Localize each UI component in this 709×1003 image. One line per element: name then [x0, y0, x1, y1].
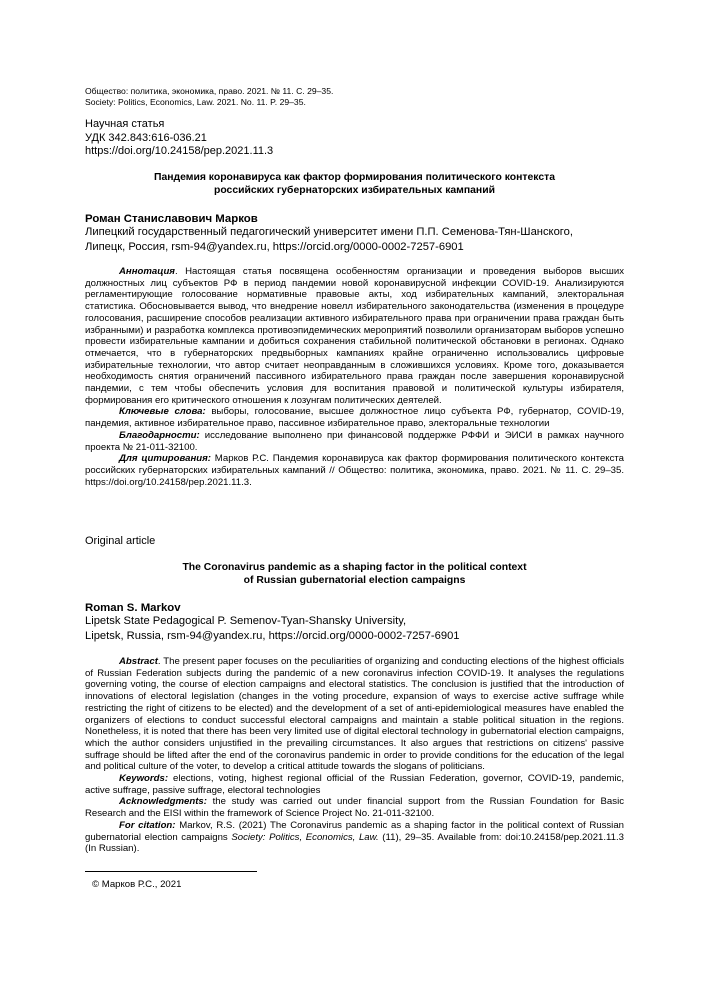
footnote-divider: [85, 871, 257, 872]
keywords-text-ru: выборы, голосование, высшее должностное лицо субъекта РФ, губернатор, COVID-19, пандемия, активное избирательное право, пассивное избирательное право, электоральные технологии: [85, 406, 624, 430]
ack-label-en: Acknowledgments:: [119, 796, 207, 808]
keywords-ru: [85, 406, 624, 429]
affiliation-en-line-1: Lipetsk State Pedagogical P. Semenov-Tyan-Shansky University,: [85, 615, 407, 627]
abstract-en: [85, 656, 624, 773]
affiliation-ru-line-2: Липецк, Россия, rsm-94@yandex.ru, https://orcid.org/0000-0002-7257-6901: [85, 240, 464, 253]
affiliation-en-line-2: Lipetsk, Russia, rsm-94@yandex.ru, https://orcid.org/0000-0002-7257-6901: [85, 629, 460, 642]
acknowledgments-ru: [85, 430, 624, 453]
title-ru-line-2: российских губернаторских избирательных кампаний: [214, 184, 495, 196]
ack-text-ru: исследование выполнено при финансовой поддержке РФФИ и ЭИСИ в рамках научного проекта № 21-011-32100.: [85, 429, 624, 453]
title-en: [85, 562, 624, 587]
title-en-line-1: The Coronavirus pandemic as a shaping factor in the political context: [182, 562, 527, 573]
keywords-text-en: elections, voting, highest regional official of the Russian Federation, governor, COVID-19, pandemic, active suffrage, passive suffrage, electoral technologies: [85, 773, 624, 796]
title-ru: [85, 172, 624, 197]
original-article-label: Original article: [85, 535, 156, 547]
abstract-text-ru: . Настоящая статья посвящена особенностям организации и проведения выборов высших должностных лиц субъектов РФ в период пандемии новой коронавирусной инфекции COVID-19. Анализируются регламентирующие голосование нормативные правовые акты, ход избирательных кампаний, электоральная статистика. Обосновывается вывод, что внедрение новелл избирательного законодательства (изменения в процедуре голосования, расширение способов реализации активного избирательного права при ограничении права граждан быть избранными) и разработка комплекса противоэпидемических мероприятий позволили организаторам выборов успешно провести избирательные кампании и добиться сохранения стабильной политической обстановки в регионах. Однако отмечается, что в губернаторских предвыборных кампаниях крайне ограниченно использовались цифровые избирательные технологии, что автор считает неоправданным в сложившихся условиях. Кроме того, доказывается необходимость снятия ограничений пассивного избирательного права граждан после завершения коронавирусной пандемии, с тем чтобы обеспечить условия для воспитания правовой и политической культуры избирателя, формирования его критического отношения к лозунгам политических деятелей.: [85, 266, 624, 406]
title-ru-line-1: Пандемия коронавируса как фактор формирования политического контекста: [154, 172, 555, 183]
ack-label-ru: Благодарности:: [119, 429, 200, 441]
title-en-line-2: of Russian gubernatorial election campaigns: [243, 574, 466, 586]
journal-header-en: Society: Politics, Economics, Law. 2021. No. 11. P. 29–35.: [85, 97, 306, 107]
author-en: Roman S. Markov: [85, 602, 181, 614]
author-ru: Роман Станиславович Марков: [85, 213, 258, 225]
abstract-label-ru: Аннотация: [119, 266, 175, 277]
keywords-label-en: Keywords:: [119, 773, 169, 785]
cite-text-en-a: Markov, R.S. (2021) The Coronavirus pandemic as a shaping factor in the political context of Russian gubernatorial election campaigns: [85, 819, 624, 843]
affiliation-ru-line-1: Липецкий государственный педагогический университет имени П.П. Семенова-Тян-Шанского,: [85, 226, 573, 238]
abstract-block-en: [85, 656, 624, 855]
copyright-footnote: © Марков Р.С., 2021: [92, 879, 182, 890]
abstract-block-ru: [85, 266, 624, 488]
citation-ru: [85, 453, 624, 488]
abstract-ru: [85, 266, 624, 406]
cite-text-ru: Марков Р.С. Пандемия коронавируса как фактор формирования политического контекста российских губернаторских избирательных кампаний // Общество: политика, экономика, право. 2021. № 11. С. 29–35. https://doi.org/10.24158/pep.2021.11.3.: [85, 453, 624, 488]
article-type: Научная статья: [85, 118, 165, 130]
ack-text-en: the study was carried out under financial support from the Russian Foundation for Basic Research and the EISI within the framework of Science Project No. 21-011-32100.: [85, 796, 624, 820]
udc-code: УДК 342.843:616-036.21: [85, 131, 207, 144]
affiliation-ru: [85, 225, 630, 254]
abstract-text-en: . The present paper focuses on the peculiarities of organizing and conducting elections of the highest officials of Russian Federation subjects during the pandemic of a new coronavirus infection COVID-19. It analyses the regulations governing voting, the course of election campaigns and electoral statistics. The conclusion is justified that the introduction of innovations of electoral legislation (changes in the voting procedure, expansion of ways to exercise active suffrage while restricting the right of citizens to be elected) and the development of a set of anti-epidemiological measures have enabled the organizers of elections to conduct successful electoral campaigns and maintain a stable political situation in the regions. Nonetheless, it is noted that there has been very limited use of digital electoral technology in gubernatorial election campaigns, which the author considers unjustified in the prevailing circumstances. It also argues that restrictions on citizens' passive suffrage should be lifted after the end of the coronavirus pandemic in order to provide conditions for the education of the legal and political culture of the voter, to develop a critical attitude towards the slogans of politicians.: [85, 656, 624, 773]
article-meta: [85, 118, 273, 159]
journal-header: [85, 86, 333, 108]
cite-label-en: For citation:: [119, 819, 176, 831]
cite-journal-en: Society: Politics, Economics, Law.: [231, 831, 379, 843]
journal-header-ru: Общество: политика, экономика, право. 2021. № 11. С. 29–35.: [85, 86, 334, 96]
keywords-en: [85, 773, 624, 796]
doi-link[interactable]: https://doi.org/10.24158/pep.2021.11.3: [85, 145, 274, 157]
abstract-label-en: Abstract: [119, 656, 158, 667]
cite-label-ru: Для цитирования:: [119, 453, 212, 465]
citation-en: [85, 820, 624, 855]
cite-text-en-b: (11), 29–35. Available from: doi:10.24158/pep.2021.11.3 (In Russian).: [85, 831, 625, 855]
affiliation-en: [85, 614, 630, 643]
keywords-label-ru: Ключевые слова:: [119, 406, 206, 418]
acknowledgments-en: [85, 796, 624, 819]
